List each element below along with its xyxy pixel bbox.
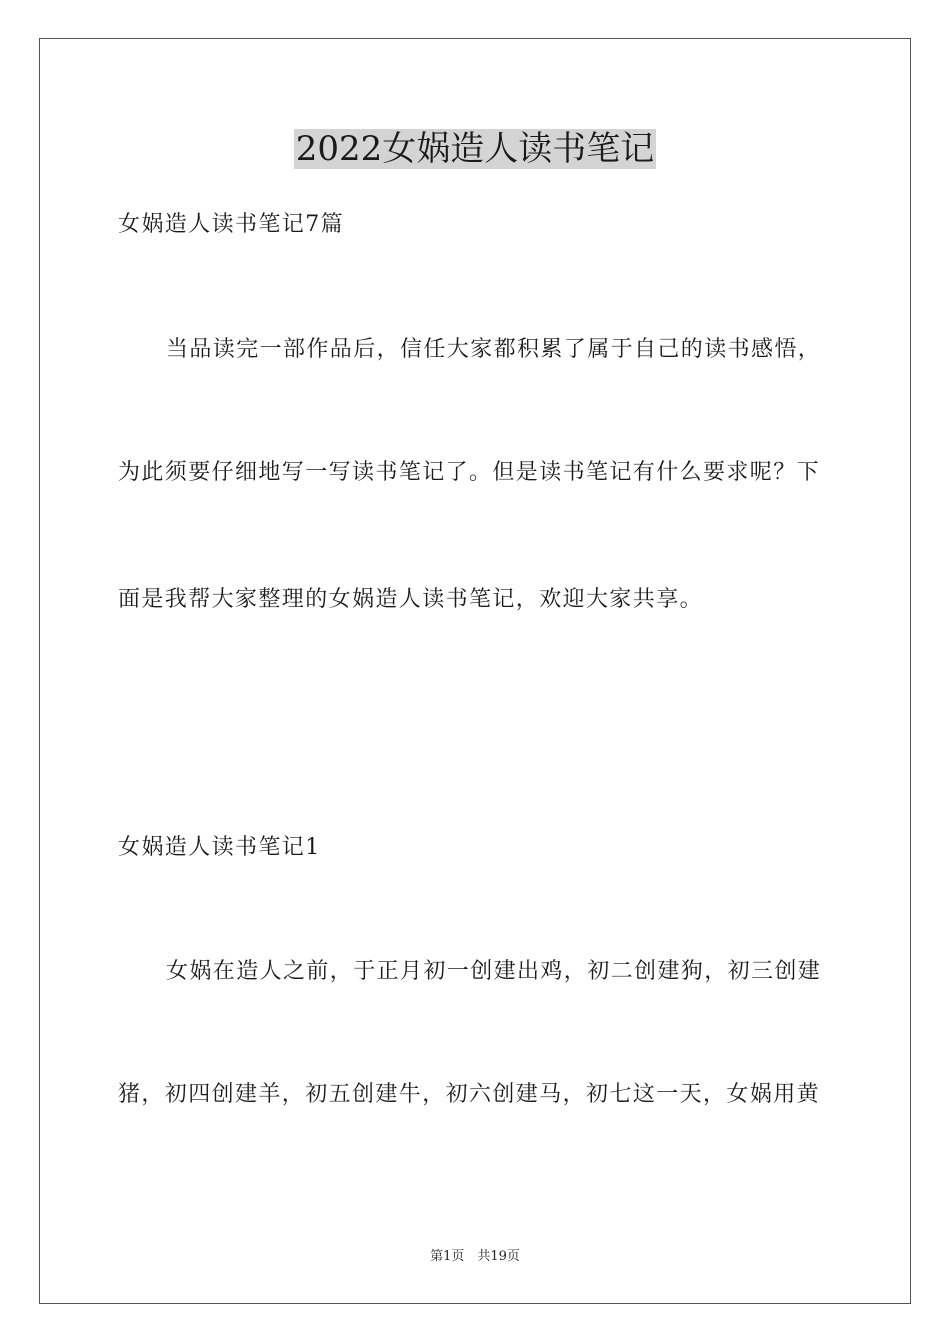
document-title-text: 2022女娲造人读书笔记: [295, 129, 655, 169]
intro-line-3: 面是我帮大家整理的女娲造人读书笔记，欢迎大家共享。: [118, 587, 704, 612]
section-body-line-1: 女娲在造人之前，于正月初一创建出鸡，初二创建狗，初三创建: [166, 959, 822, 984]
document-subtitle: 女娲造人读书笔记7篇: [118, 212, 344, 237]
section-body-line-2: 猪，初四创建羊，初五创建牛，初六创建马，初七这一天，女娲用黄: [118, 1082, 821, 1107]
section-heading: 女娲造人读书笔记1: [118, 835, 321, 860]
page-footer: 第1页 共19页: [430, 1249, 520, 1264]
intro-line-1: 当品读完一部作品后，信任大家都积累了属于自己的读书感悟，: [166, 337, 822, 362]
document-title: [0, 128, 950, 170]
intro-line-2: 为此须要仔细地写一写读书笔记了。但是读书笔记有什么要求呢？下: [118, 460, 821, 485]
